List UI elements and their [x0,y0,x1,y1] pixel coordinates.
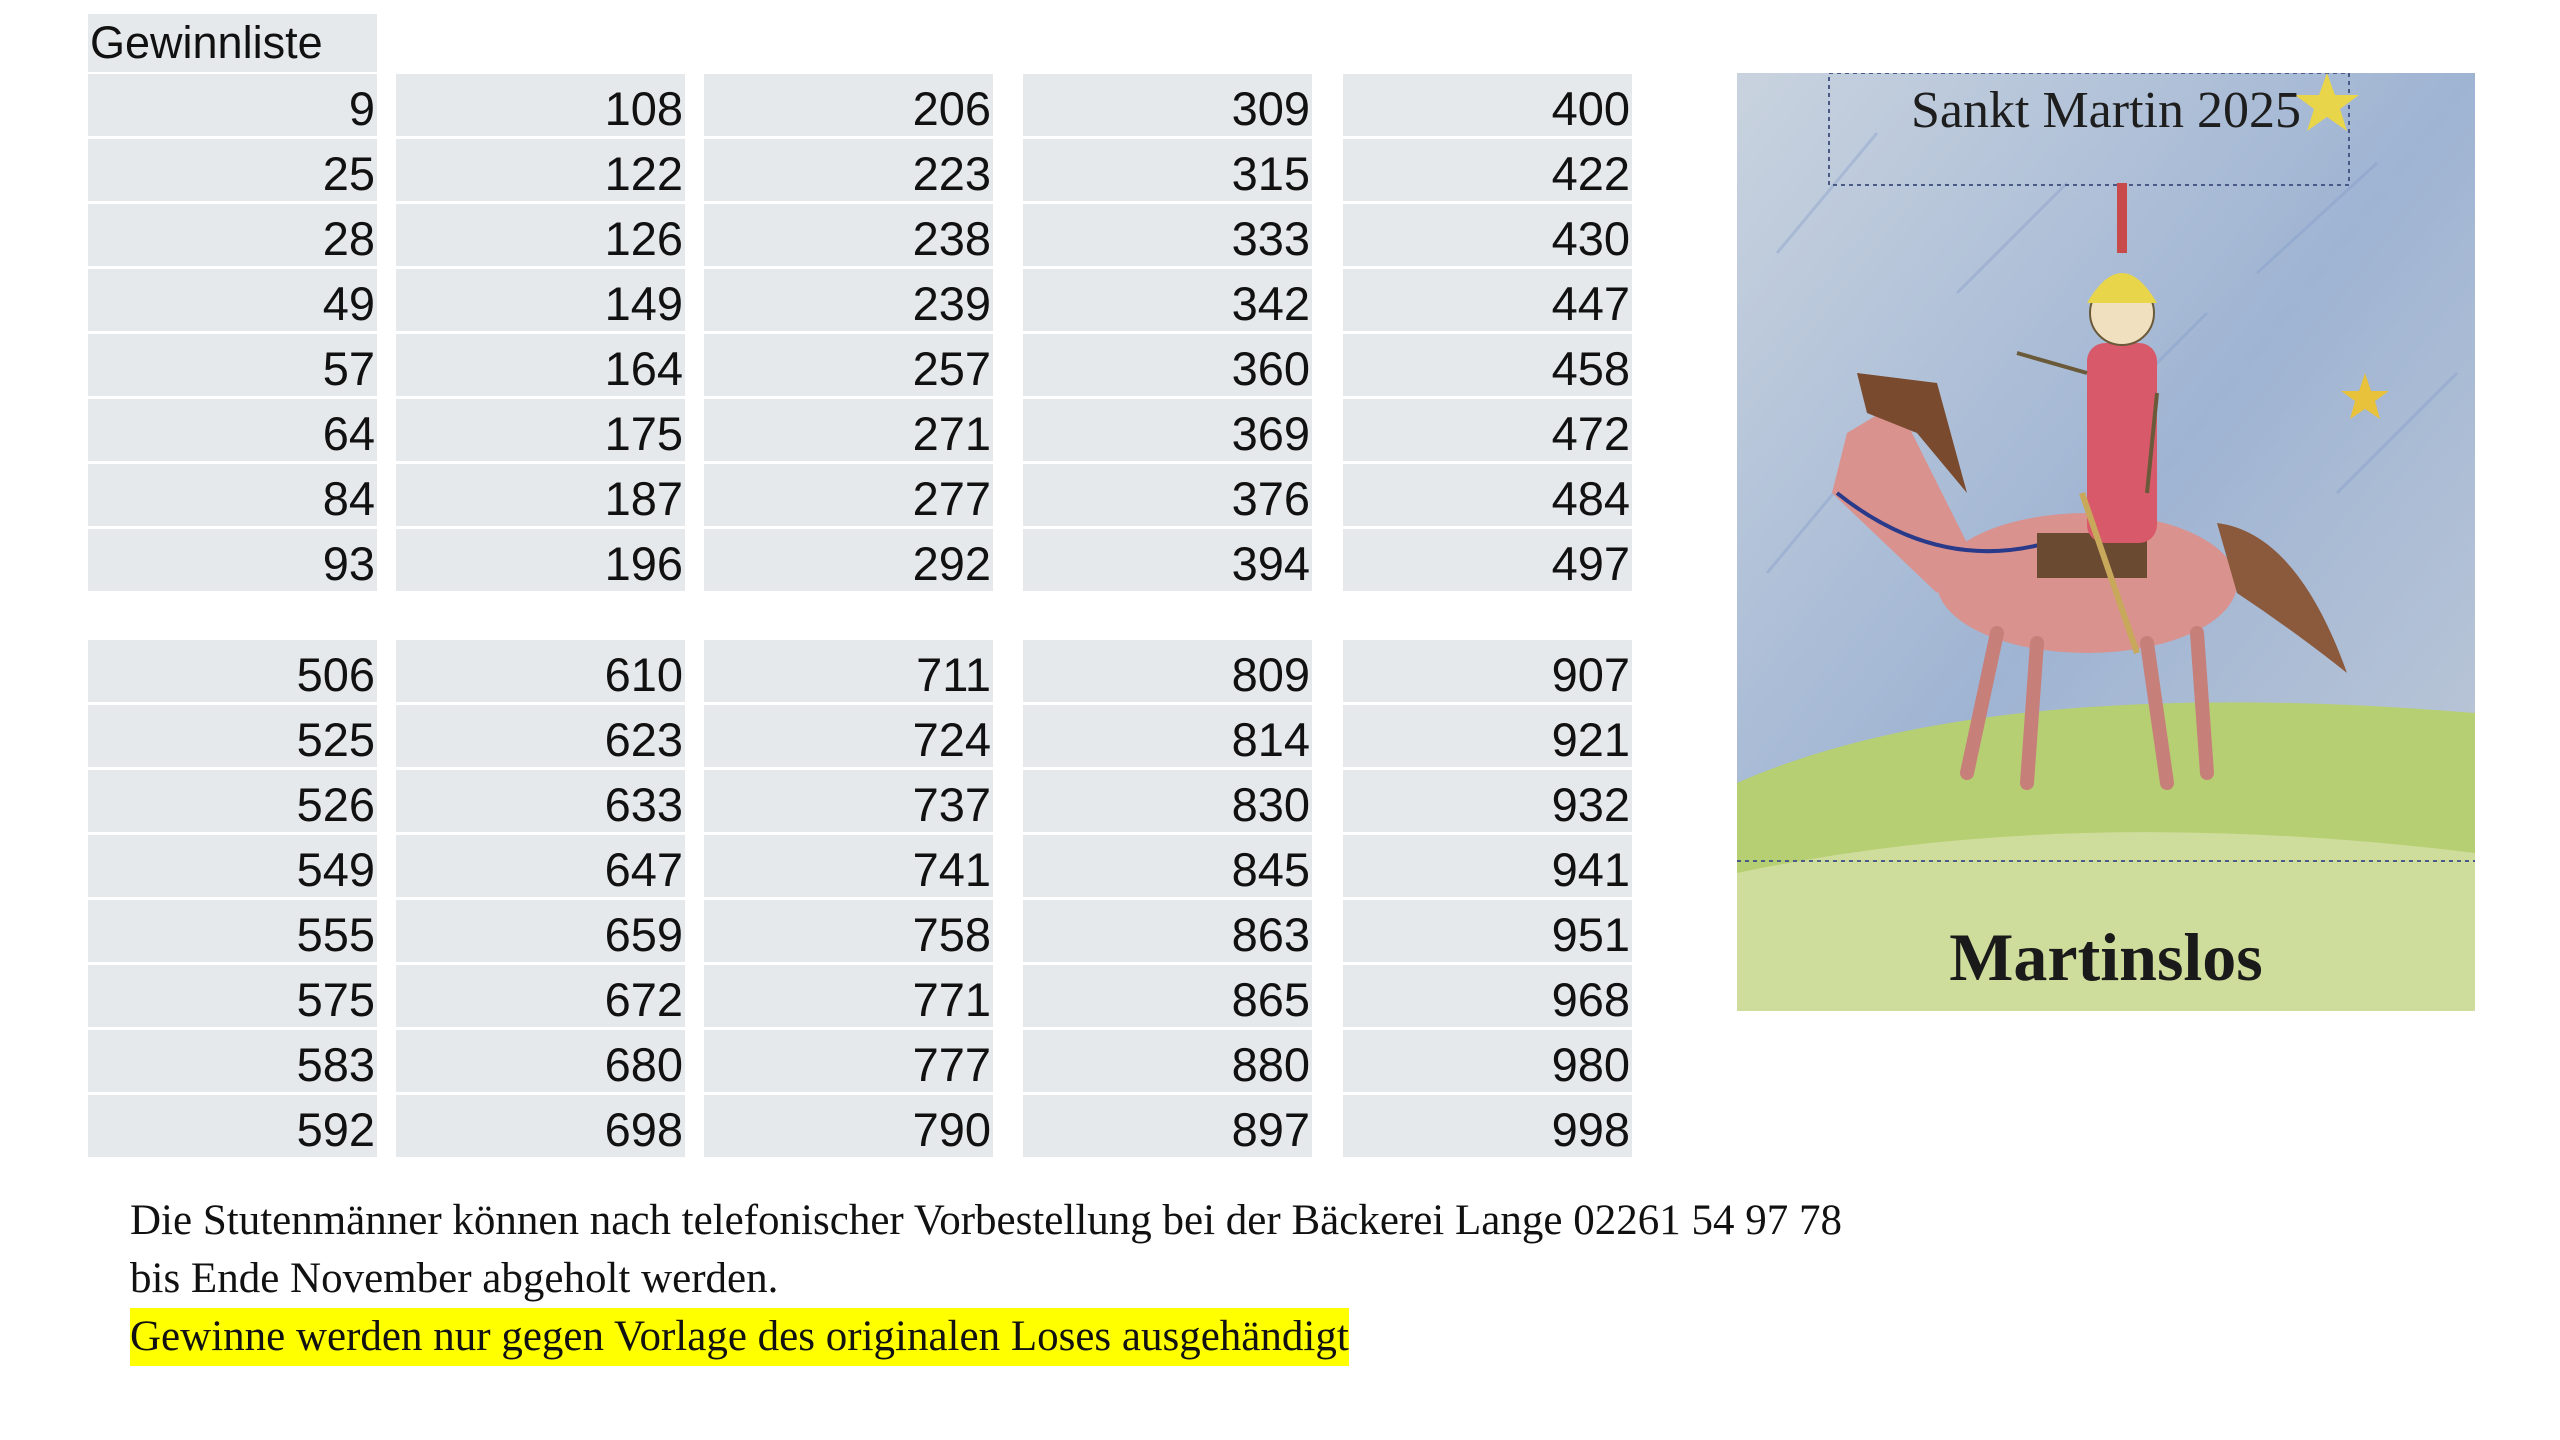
winning-number-cell: 309 [1023,74,1312,136]
top-column [1023,74,1312,594]
winning-number-cell: 610 [396,640,685,702]
winning-number-cell: 741 [704,835,993,897]
winning-number-cell: 526 [88,770,377,832]
winning-number-cell: 830 [1023,770,1312,832]
winning-number-cell: 506 [88,640,377,702]
winning-number-cell: 980 [1343,1030,1632,1092]
winning-number-cell: 472 [1343,399,1632,461]
winning-number-cell: 315 [1023,139,1312,201]
winning-number-cell: 360 [1023,334,1312,396]
winning-number-cell: 814 [1023,705,1312,767]
card-heading: Sankt Martin 2025 [1911,82,2301,139]
winning-number-cell: 484 [1343,464,1632,526]
list-title: Gewinnliste [88,14,377,72]
winning-number-cell: 187 [396,464,685,526]
winning-number-cell: 863 [1023,900,1312,962]
winning-number-cell: 897 [1023,1095,1312,1157]
winning-number-cell: 951 [1343,900,1632,962]
winning-number-cell: 394 [1023,529,1312,591]
winning-number-cell: 206 [704,74,993,136]
winning-number-cell: 223 [704,139,993,201]
winning-number-cell: 941 [1343,835,1632,897]
winning-number-cell: 592 [88,1095,377,1157]
winning-number-cell: 758 [704,900,993,962]
winning-number-cell: 292 [704,529,993,591]
st-martin-drawing [1737,73,2475,1011]
winning-number-cell: 400 [1343,74,1632,136]
winning-number-cell: 458 [1343,334,1632,396]
winning-number-cell: 771 [704,965,993,1027]
bottom-column [396,640,685,1160]
winning-number-cell: 647 [396,835,685,897]
winning-number-cell: 376 [1023,464,1312,526]
bottom-column [1023,640,1312,1160]
winning-number-cell: 809 [1023,640,1312,702]
winning-number-cell: 549 [88,835,377,897]
winning-number-cell: 64 [88,399,377,461]
winning-number-cell: 126 [396,204,685,266]
winning-number-cell: 998 [1343,1095,1632,1157]
winning-number-cell: 737 [704,770,993,832]
winning-number-cell: 28 [88,204,377,266]
note-line-1: Die Stutenmänner können nach telefonischer Vorbestellung bei der Bäckerei Lange 02261 54 97 78 [130,1197,1842,1244]
winning-number-cell: 49 [88,269,377,331]
winning-number-cell: 932 [1343,770,1632,832]
lottery-ticket-card [1737,73,2475,1011]
bottom-column [1343,640,1632,1160]
top-column [88,74,377,594]
winning-number-cell: 9 [88,74,377,136]
winning-number-cell: 845 [1023,835,1312,897]
bottom-column [704,640,993,1160]
winning-number-cell: 196 [396,529,685,591]
winning-number-cell: 149 [396,269,685,331]
winning-number-cell: 865 [1023,965,1312,1027]
winning-number-cell: 790 [704,1095,993,1157]
winning-number-cell: 623 [396,705,685,767]
winning-number-cell: 122 [396,139,685,201]
winning-number-cell: 711 [704,640,993,702]
winning-number-cell: 921 [1343,705,1632,767]
winning-number-cell: 555 [88,900,377,962]
winning-number-cell: 271 [704,399,993,461]
winning-number-cell: 277 [704,464,993,526]
winning-number-cell: 698 [396,1095,685,1157]
notes [130,1192,1842,1366]
note-line-2: bis Ende November abgeholt werden. [130,1255,779,1302]
winning-number-cell: 175 [396,399,685,461]
winning-number-cell: 84 [88,464,377,526]
winning-number-cell: 525 [88,705,377,767]
winning-number-cell: 239 [704,269,993,331]
card-footer: Martinslos [1949,919,2263,995]
winning-number-cell: 659 [396,900,685,962]
winning-number-cell: 93 [88,529,377,591]
top-column [396,74,685,594]
winning-number-cell: 575 [88,965,377,1027]
winning-number-cell: 724 [704,705,993,767]
winning-number-cell: 108 [396,74,685,136]
winning-number-cell: 57 [88,334,377,396]
winning-number-cell: 680 [396,1030,685,1092]
winning-number-cell: 880 [1023,1030,1312,1092]
winning-number-cell: 422 [1343,139,1632,201]
top-column [704,74,993,594]
winning-number-cell: 447 [1343,269,1632,331]
winning-number-cell: 968 [1343,965,1632,1027]
winning-number-cell: 777 [704,1030,993,1092]
top-column [1343,74,1632,594]
winning-number-cell: 583 [88,1030,377,1092]
winning-number-cell: 257 [704,334,993,396]
winning-number-cell: 164 [396,334,685,396]
winning-number-cell: 672 [396,965,685,1027]
winning-number-cell: 369 [1023,399,1312,461]
winning-number-cell: 497 [1343,529,1632,591]
winning-number-cell: 333 [1023,204,1312,266]
winning-number-cell: 342 [1023,269,1312,331]
winning-number-cell: 25 [88,139,377,201]
winning-number-cell: 633 [396,770,685,832]
winning-number-cell: 238 [704,204,993,266]
winning-number-cell: 907 [1343,640,1632,702]
highlighted-note: Gewinne werden nur gegen Vorlage des originalen Loses ausgehändigt [130,1308,1349,1366]
bottom-column [88,640,377,1160]
winning-number-cell: 430 [1343,204,1632,266]
